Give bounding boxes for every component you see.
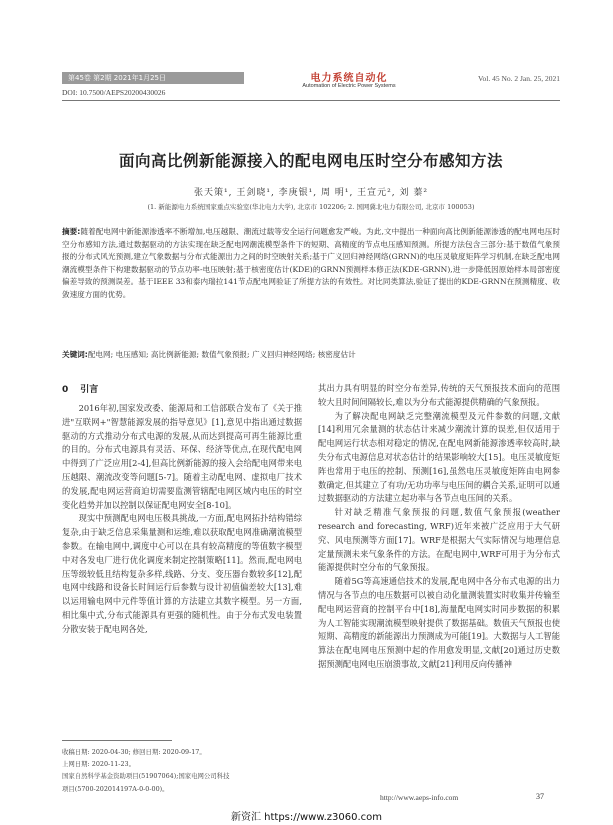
issue-info: 第45卷 第2期 2021年1月25日 (68, 74, 166, 82)
journal-logo: 电力系统自动化 (310, 73, 388, 84)
header-divider (62, 100, 560, 101)
footnotes (62, 746, 302, 795)
footnote-divider (62, 740, 172, 741)
doi[interactable]: DOI: 10.7500/AEPS20200430026 (62, 88, 166, 97)
section-heading (62, 382, 302, 398)
abstract (62, 226, 560, 302)
issue-bar (62, 72, 244, 84)
keywords-label: 关键词: (62, 350, 88, 359)
journal-logo-english: Automation of Electric Power Systems (302, 83, 396, 89)
right-column (318, 382, 560, 672)
paragraph: 为了解决配电网缺乏完整潮流模型及元件参数的问题,文献[14]利用冗余量测的状态估计来减少潮流计算的误差,但仅适用于配电网运行状态相对稳定的情况,在配电网新能源渗透率较高时,缺失分布式电源信息对状态估计的结果影响较大[15]。电压灵敏度矩阵也常用于电压的控制、预测[16],虽然电压灵敏度矩阵由电网参数确定,但其建立了有功/无功功率与电压间的耦合关系,证明可以通过数据驱动的方法建立起功率与各节点电压间的关系。 (318, 410, 560, 504)
volume-info: Vol. 45 No. 2 Jan. 25, 2021 (478, 74, 560, 83)
received-date: 收稿日期: 2020-04-30; 修回日期: 2020-09-17。 (62, 748, 206, 756)
paragraph: 其出力具有明显的时空分布差异,传统的天气预报技术面向的范围较大且时间间隔较长,难以为分布式能源提供精确的气象预报。 (318, 383, 560, 407)
section-number: 0 (62, 385, 69, 395)
paragraph: 2016年初,国家发改委、能源局和工信部联合发布了《关于推进"互联网+"智慧能源发展的指导意见》[1],意见中指出通过数据驱动的方式推动分布式电源的发展,从而达到提高可再生能源比重的目的。分布式电源具有灵活、环保、经济等优点,在现代配电网中得到了广泛应用[2-4],但高比例新能源的接入会给配电网带来电压越限、潮流改变等问题[5-7]。随着主动配电网、虚拟电厂技术的发展,配电网运营商迫切需要监测管辖配电网区域内电压的时空变化趋势并加以控制以保证配电网安全[8-10]。 (62, 403, 302, 510)
section-title: 引言 (80, 385, 99, 395)
paragraph: 现实中预测配电网电压极具挑战,一方面,配电网拓扑结构错综复杂,由于缺乏信息采集量测和运维,难以获取配电网准确潮流模型参数。在输电网中,调度中心可以在具有较高精度的等值数字模型中对各发电厂进行优化调度来制定控制策略[11]。然而,配电网电压等级较低且结构复杂多样,线路、分支、变压器台数较多[12],配电网中线路和设备长时间运行后参数与设计初值偏差较大[13],难以运用输电网中元件等值计算的方法建立其数字模型。另一方面,相比集中式,分布式能源具有更强的随机性。由于分布式发电装置分散安装于配电网各处, (62, 513, 302, 634)
abstract-text: 随着配电网中新能源渗透率不断增加,电压越限、潮流过载等安全运行问题愈发严峻。为此,文中提出一种面向高比例新能源渗透的配电网电压时空分布感知方法,通过数据驱动的方法实现在缺乏配电网潮流模型条件下的短期、高精度的节点电压感知预测。所提方法包含三部分:基于数值气象预报的分布式风光预测,建立气象数据与分布式能源出力之间的时空映射关系;基于广义回归神经网络(GRNN)的电压灵敏度矩阵学习机制,在缺乏配电网潮流模型条件下构建数据驱动的节点功率-电压映射;基于核密度估计(KDE)的GRNN预测样本修正法(KDE-GRNN),进一步降低因原始样本局部密度偏差导致的预测误差。基于IEEE 33和泰内瑞拉141节点配电网验证了所提方法的有效性。对比同类算法,验证了提出的KDE-GRNN在预测精度、收敛速度方面的优势。 (62, 227, 560, 299)
keywords-text: 配电网; 电压感知; 高比例新能源; 数值气象预报; 广义回归神经网络; 核密度估计 (87, 350, 356, 359)
journal-url[interactable]: http://www.aeps-info.com (380, 793, 459, 802)
watermark: 新资汇 https://www.z3060.com (230, 812, 383, 823)
paragraph: 随着5G等高速通信技术的发展,配电网中各分布式电源的出力情况与各节点的电压数据可以被自动化量测装置实时收集并传输至配电网运营商的控制平台中[18],海量配电网实时同步数据的积累为人工智能实现潮流模型映射提供了数据基础。数值天气预报也使短期、高精度的新能源出力预测成为可能[19]。大数据与人工智能算法在配电网电压预测中起的作用愈发明显,文献[20]通过历史数据预测配电网电压崩溃事故,文献[21]利用反向传播神 (318, 576, 560, 669)
paragraph: 针对缺乏精准气象预报的问题,数值气象预报(weather research and forecasting, WRF)近年来被广泛应用于大气研究、风电预测等方面[17]。WRF是根据大气实际情况与地理信息定量预测未来气象条件的方法。在配电网中,WRF可用于为分布式能源提供时空分布的气象预报。 (318, 507, 560, 573)
online-date: 上网日期: 2020-11-23。 (62, 760, 135, 769)
fund-info: 国家自然科学基金资助项目(51907064);国家电网公司科技 (62, 772, 230, 781)
keywords (62, 349, 560, 361)
left-column (62, 382, 302, 637)
abstract-label: 摘要: (62, 227, 81, 236)
affiliations: (1. 新能源电力系统国家重点实验室(华北电力大学), 北京市 102206; 2. 国网冀北电力有限公司, 北京市 100053) (147, 203, 475, 211)
authors: 张天策¹, 王剑晓¹, 李庚银¹, 周 明¹, 王宣元², 刘 蓁² (194, 188, 428, 198)
fund-info-cont: 项目(5700-202014197A-0-0-00)。 (62, 784, 169, 793)
page-number: 37 (536, 792, 544, 801)
paper-title: 面向高比例新能源接入的配电网电压时空分布感知方法 (118, 152, 503, 170)
